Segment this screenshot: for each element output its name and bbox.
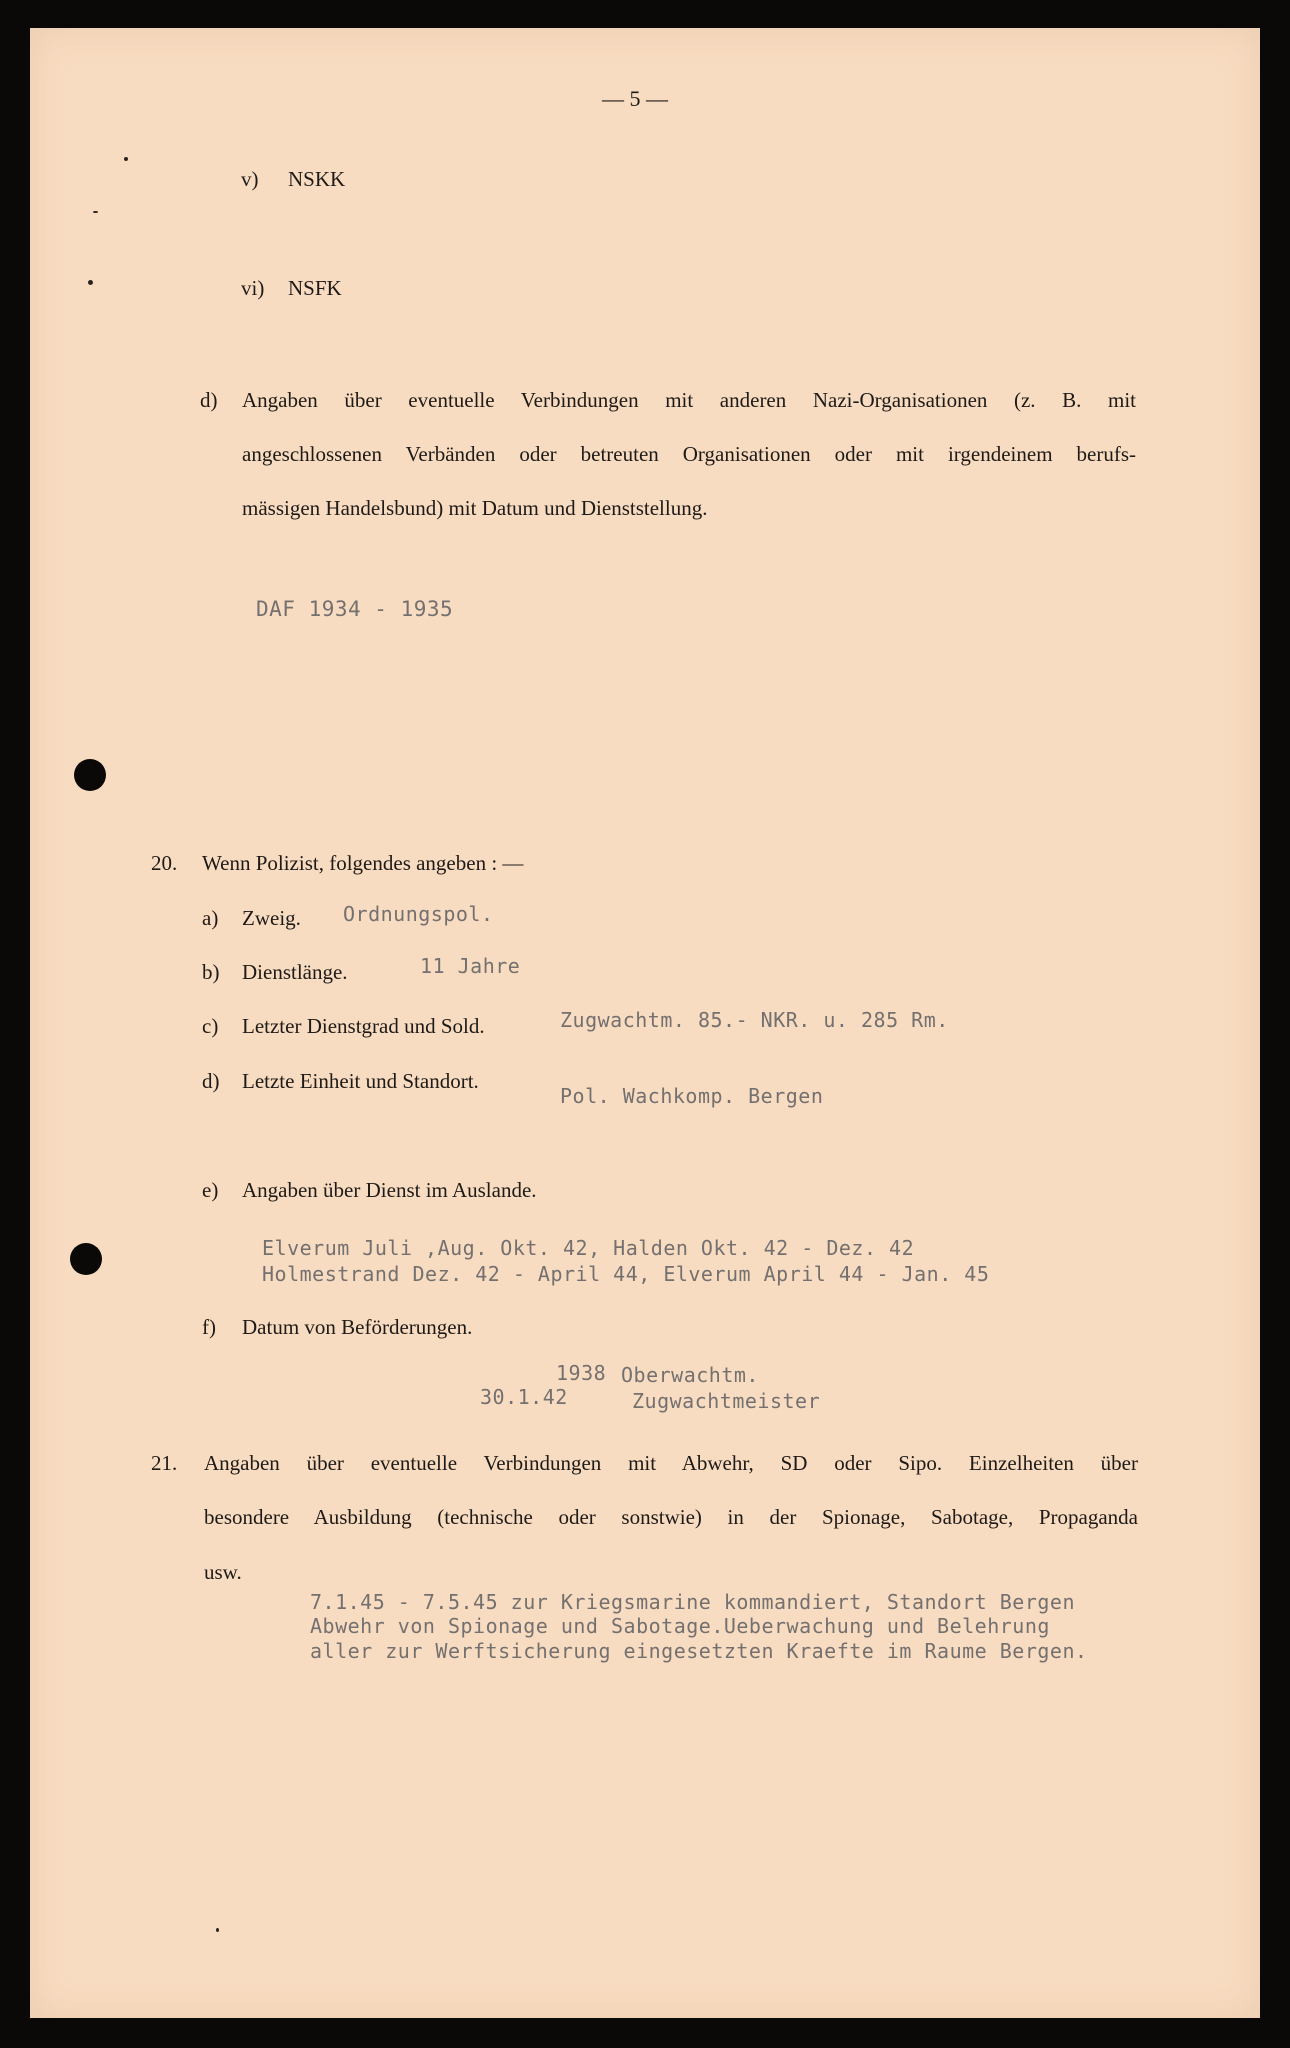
item-vi-label: NSFK — [288, 276, 342, 300]
q20b-answer: 11 Jahre — [420, 954, 521, 978]
q20e-marker: e) — [202, 1178, 219, 1202]
q20d-answer: Pol. Wachkomp. Bergen — [560, 1084, 824, 1108]
q20e-answer-line-2: Holmestrand Dez. 42 - April 44, Elverum April 44 - Jan. 45 — [262, 1262, 990, 1286]
section-d-answer: DAF 1934 - 1935 — [256, 597, 454, 621]
q21-line-1: Angaben über eventuelle Verbindungen mit Abwehr, SD oder Sipo. Einzelheiten über — [204, 1451, 1138, 1475]
q20b-marker: b) — [202, 960, 220, 984]
section-d-line-1: Angaben über eventuelle Verbindungen mit anderen Nazi-Organisationen (z. B. mit — [242, 388, 1136, 412]
speck — [93, 211, 98, 213]
q20c-label: Letzter Dienstgrad und Sold. — [242, 1014, 485, 1038]
q20c-answer: Zugwachtm. 85.- NKR. u. 285 Rm. — [560, 1008, 949, 1032]
q20e-label: Angaben über Dienst im Auslande. — [242, 1178, 537, 1202]
q20a-marker: a) — [202, 906, 219, 930]
q20a-label: Zweig. — [242, 906, 301, 930]
punch-hole-lower — [70, 1243, 102, 1275]
q20f-rank-1: Oberwachtm. — [621, 1363, 759, 1387]
q20b-label: Dienstlänge. — [242, 960, 348, 984]
q20f-label: Datum von Beförderungen. — [242, 1315, 473, 1339]
q20a-answer: Ordnungspol. — [343, 902, 494, 926]
item-v-marker: v) — [241, 167, 259, 191]
speck — [88, 280, 93, 285]
q21-answer-line-1: 7.1.45 - 7.5.45 zur Kriegsmarine kommandiert, Standort Bergen — [310, 1590, 1076, 1614]
q21-answer-line-3: aller zur Werftsicherung eingesetzten Kraefte im Raume Bergen. — [310, 1639, 1088, 1663]
section-d-marker: d) — [200, 388, 218, 412]
q20d-label: Letzte Einheit und Standort. — [242, 1069, 479, 1093]
q20-heading: Wenn Polizist, folgendes angeben : — — [202, 851, 524, 875]
q21-line-3: usw. — [204, 1560, 242, 1584]
speck — [124, 157, 128, 161]
speck — [216, 1928, 219, 1932]
q21-answer-line-2: Abwehr von Spionage und Sabotage.Ueberwachung und Belehrung — [310, 1614, 1050, 1638]
item-vi-marker: vi) — [241, 276, 265, 300]
punch-hole-upper — [74, 759, 106, 791]
q20f-date-2: 30.1.42 — [480, 1385, 568, 1409]
q20e-answer-line-1: Elverum Juli ,Aug. Okt. 42, Halden Okt. 42 - Dez. 42 — [262, 1236, 915, 1260]
q20f-marker: f) — [202, 1315, 216, 1339]
q20f-date-1: 1938 — [556, 1361, 607, 1385]
q20-number: 20. — [151, 851, 178, 875]
q21-number: 21. — [151, 1451, 178, 1475]
item-v-label: NSKK — [288, 167, 346, 191]
q21-line-2: besondere Ausbildung (technische oder sonstwie) in der Spionage, Sabotage, Propaganda — [204, 1505, 1138, 1529]
section-d-line-3: mässigen Handelsbund) mit Datum und Dienststellung. — [242, 496, 708, 520]
page-number: — 5 — — [602, 86, 668, 111]
q20f-rank-2: Zugwachtmeister — [632, 1389, 821, 1413]
section-d-line-2: angeschlossenen Verbänden oder betreuten Organisationen oder mit irgendeinem berufs- — [242, 442, 1136, 466]
q20d-marker: d) — [202, 1069, 220, 1093]
q20c-marker: c) — [202, 1014, 219, 1038]
